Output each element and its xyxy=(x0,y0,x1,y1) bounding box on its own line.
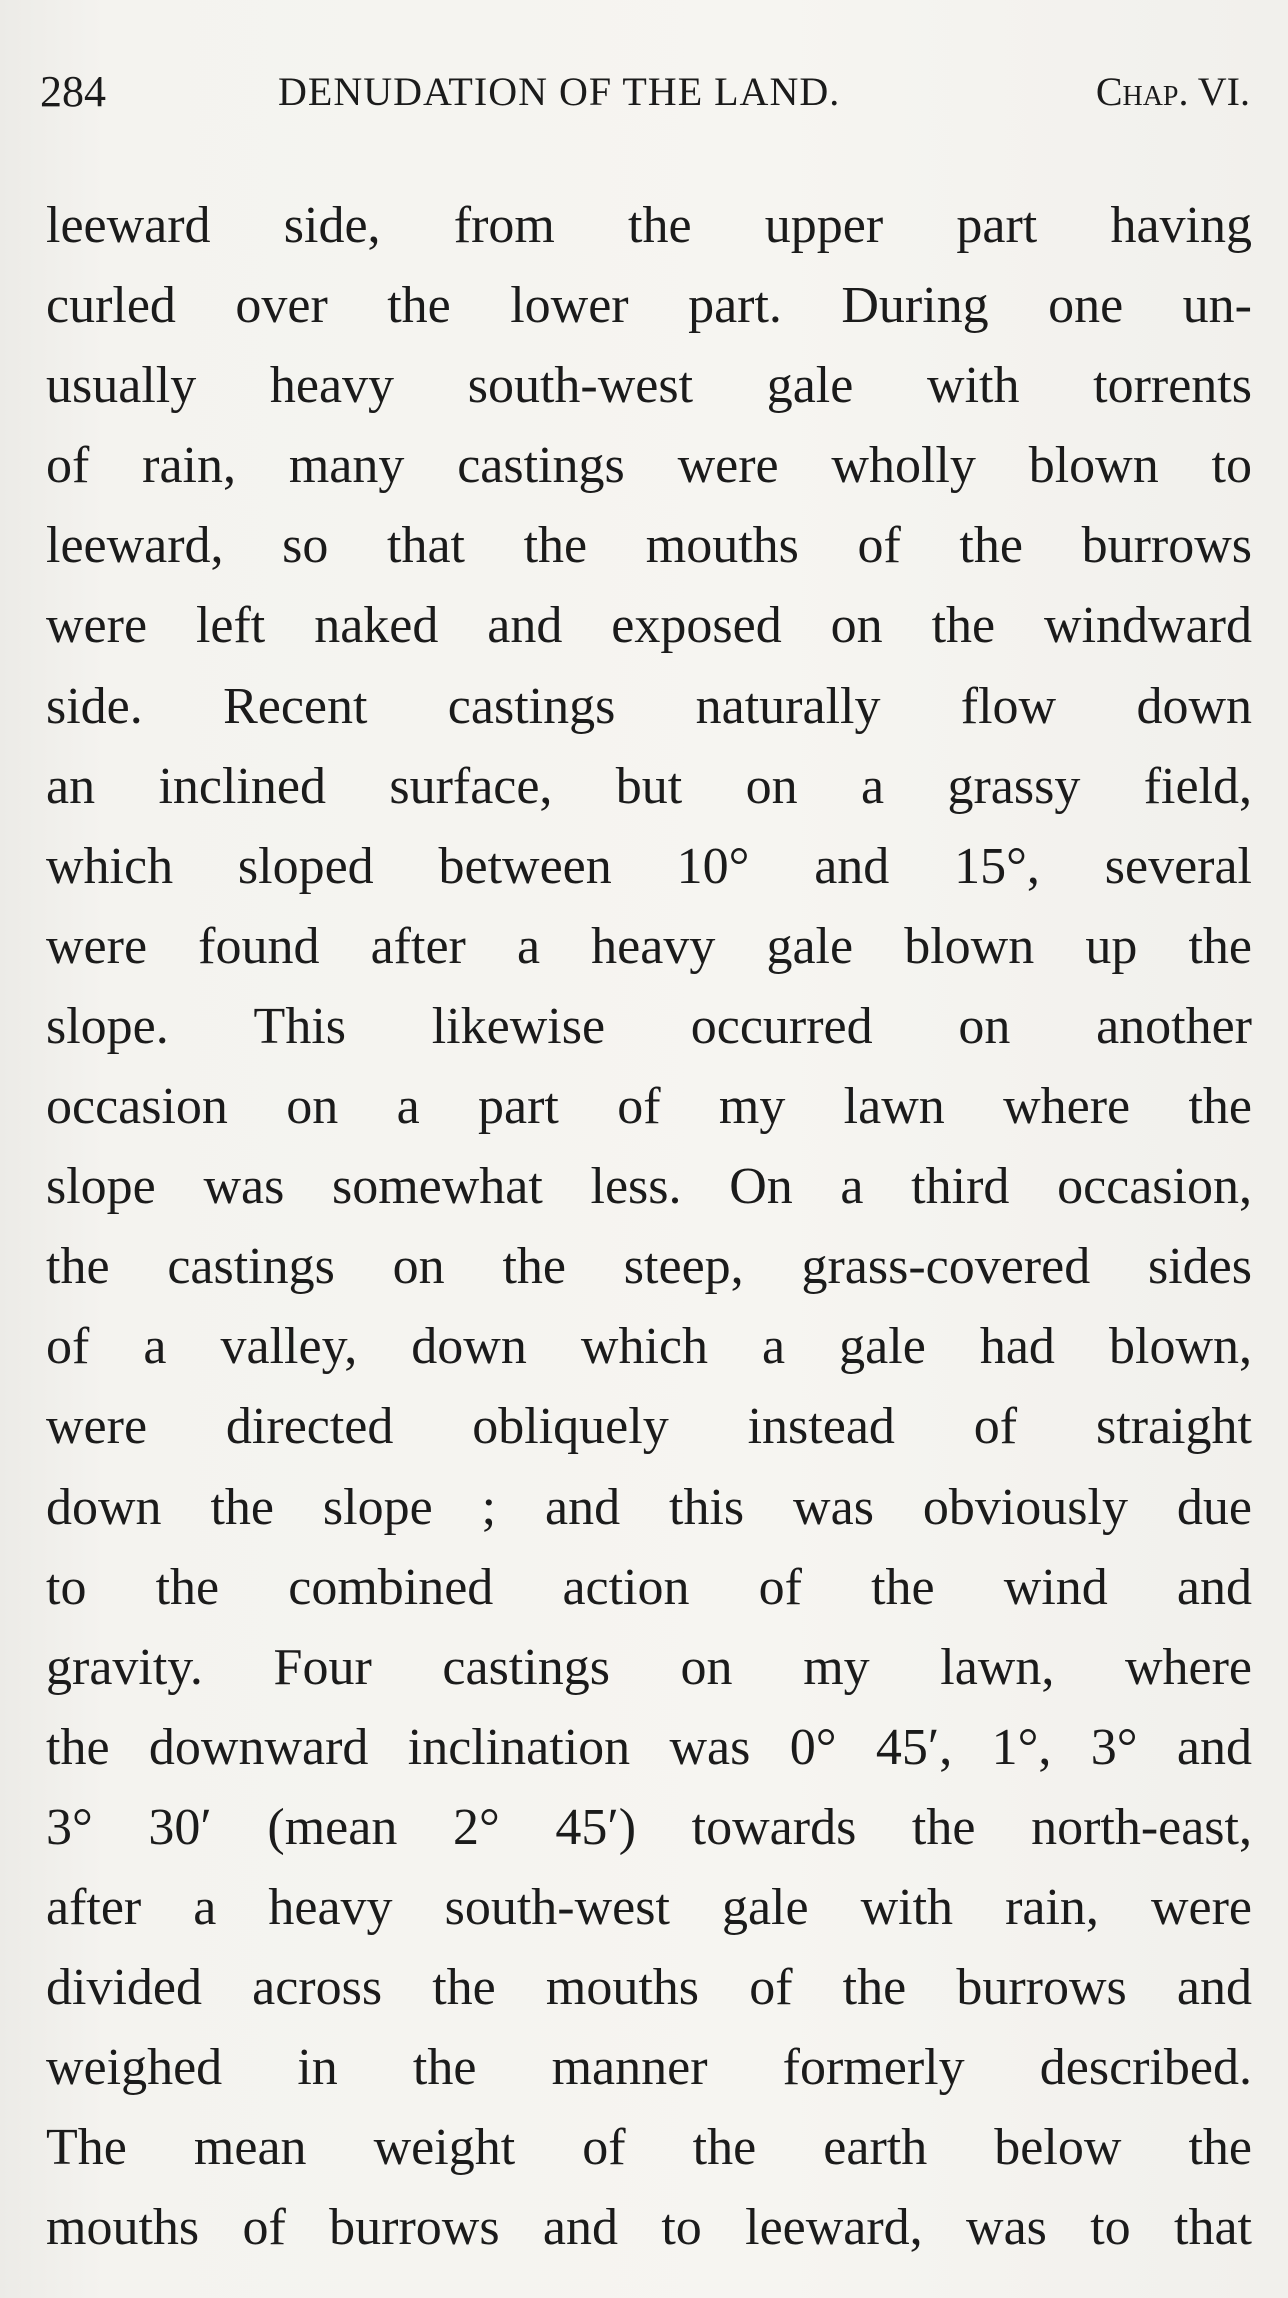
chapter-label: Chap. VI. xyxy=(1095,69,1250,114)
text-line: mouths of burrows and to leeward, was to that xyxy=(46,2199,1252,2257)
page-number: 284 xyxy=(40,67,106,116)
text-line: of a valley, down which a gale had blown, xyxy=(46,1318,1252,1376)
text-line: which sloped between 10° and 15°, several xyxy=(46,837,1252,895)
text-line: of rain, many castings were wholly blown to xyxy=(46,437,1252,495)
running-header xyxy=(40,62,1250,122)
text-line: curled over the lower part. During one un- xyxy=(46,277,1252,335)
running-title: DENUDATION OF THE LAND. xyxy=(278,69,841,114)
text-line: were left naked and exposed on the windward xyxy=(46,597,1252,655)
text-line: divided across the mouths of the burrows and xyxy=(46,1959,1252,2017)
text-line: the downward inclination was 0° 45′, 1°, 3° and xyxy=(46,1718,1252,1776)
text-line: slope. This likewise occurred on another xyxy=(46,997,1252,1055)
text-line: slope was somewhat less. On a third occasion, xyxy=(46,1158,1252,1216)
text-line: to the combined action of the wind and xyxy=(46,1558,1252,1616)
text-line: usually heavy south-west gale with torrents xyxy=(46,357,1252,415)
text-line: 3° 30′ (mean 2° 45′) towards the north-east, xyxy=(46,1798,1252,1856)
text-line: were directed obliquely instead of straight xyxy=(46,1398,1252,1456)
text-line: occasion on a part of my lawn where the xyxy=(46,1078,1252,1136)
text-line: The mean weight of the earth below the xyxy=(46,2119,1252,2177)
text-line: gravity. Four castings on my lawn, where xyxy=(46,1638,1252,1696)
text-line: were found after a heavy gale blown up the xyxy=(46,917,1252,975)
text-line: an inclined surface, but on a grassy field, xyxy=(46,757,1252,815)
body-text xyxy=(46,186,1252,2268)
text-line: the castings on the steep, grass-covered sides xyxy=(46,1238,1252,1296)
text-line: down the slope ; and this was obviously due xyxy=(46,1478,1252,1536)
text-line: side. Recent castings naturally flow down xyxy=(46,677,1252,735)
text-line: weighed in the manner formerly described. xyxy=(46,2039,1252,2097)
text-line: leeward side, from the upper part having xyxy=(46,197,1252,254)
text-line: after a heavy south-west gale with rain, were xyxy=(46,1878,1252,1936)
text-line: leeward, so that the mouths of the burrows xyxy=(46,517,1252,575)
